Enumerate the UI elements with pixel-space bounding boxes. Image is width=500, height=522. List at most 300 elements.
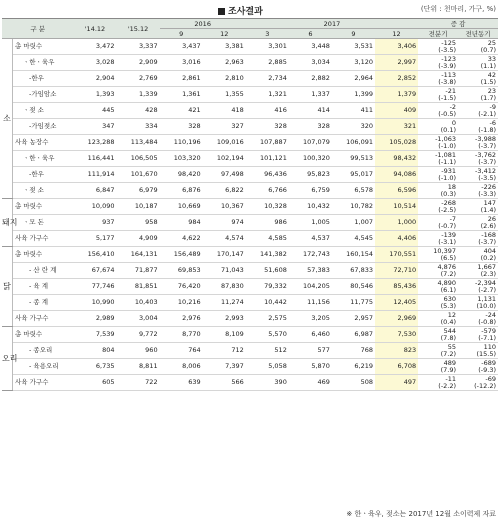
table-row <box>2 231 498 247</box>
row-label: 사육 농장수 <box>13 135 74 151</box>
unit-note: (단위 : 천마리, 가구, %) <box>420 5 496 13</box>
value-cell: 95,823 <box>289 167 332 183</box>
change-value: -9 <box>489 102 496 111</box>
change-cell <box>458 55 498 71</box>
change-value: 18 <box>447 182 457 191</box>
value-cell: 2,964 <box>332 71 375 87</box>
change-percent: (-1.0) <box>438 173 457 182</box>
change-cell <box>418 199 458 215</box>
change-value: 4,876 <box>437 262 457 271</box>
value-cell: 98,432 <box>375 151 418 167</box>
value-cell: 1,355 <box>203 87 246 103</box>
change-percent: (7.9) <box>440 365 457 374</box>
square-bullet-icon <box>218 8 225 15</box>
change-cell <box>418 247 458 263</box>
value-cell: 4,574 <box>203 231 246 247</box>
value-cell: 4,537 <box>289 231 332 247</box>
change-cell <box>418 215 458 231</box>
row-label: ㆍ모 돈 <box>13 215 74 231</box>
value-cell: 97,498 <box>203 167 246 183</box>
value-cell: 2,769 <box>117 71 160 87</box>
value-cell: 2,976 <box>160 311 203 327</box>
value-cell: 5,177 <box>73 231 116 247</box>
value-cell: 3,437 <box>160 39 203 55</box>
value-cell: 958 <box>117 215 160 231</box>
change-cell <box>418 167 458 183</box>
value-cell: 321 <box>375 119 418 135</box>
change-percent: (6.5) <box>440 253 457 262</box>
value-cell: 512 <box>246 343 289 359</box>
change-cell <box>458 279 498 295</box>
change-percent: (-7.1) <box>478 333 496 342</box>
change-percent: (10.0) <box>476 301 496 310</box>
value-cell: 3,016 <box>160 55 203 71</box>
value-cell: 10,514 <box>375 199 418 215</box>
change-cell <box>458 295 498 311</box>
row-label: -한우 <box>13 71 74 87</box>
row-label: 총 마릿수 <box>13 39 74 55</box>
change-value: 630 <box>443 294 457 303</box>
change-value: -11 <box>445 374 457 383</box>
header-2016-12: 12 <box>203 29 246 39</box>
row-label: ㆍ한ㆍ육우 <box>13 55 74 71</box>
value-cell: 103,320 <box>160 151 203 167</box>
value-cell: 3,406 <box>375 39 418 55</box>
value-cell: 4,545 <box>332 231 375 247</box>
change-percent: (2.3) <box>480 269 496 278</box>
value-cell: 156,410 <box>73 247 116 263</box>
value-cell: 409 <box>375 103 418 119</box>
change-value: -125 <box>441 38 457 47</box>
value-cell: 3,120 <box>332 55 375 71</box>
value-cell: 100,320 <box>289 151 332 167</box>
row-label: -가임젖소 <box>13 119 74 135</box>
value-cell: 5,870 <box>289 359 332 375</box>
table-row <box>2 199 498 215</box>
value-cell: 106,505 <box>117 151 160 167</box>
value-cell: 4,909 <box>117 231 160 247</box>
value-cell: 80,546 <box>332 279 375 295</box>
value-cell: 156,489 <box>160 247 203 263</box>
value-cell: 123,288 <box>73 135 116 151</box>
change-percent: (-3.3) <box>478 189 496 198</box>
change-percent: (-3.7) <box>478 237 496 246</box>
change-percent: (7.2) <box>440 349 457 358</box>
change-cell <box>458 263 498 279</box>
change-percent: (-1.5) <box>438 93 457 102</box>
value-cell: 2,904 <box>73 71 116 87</box>
change-value: -139 <box>441 230 457 239</box>
value-cell: 110,196 <box>160 135 203 151</box>
change-percent: (-0.5) <box>438 109 457 118</box>
value-cell: 6,219 <box>332 359 375 375</box>
change-cell <box>458 311 498 327</box>
value-cell: 109,016 <box>203 135 246 151</box>
value-cell: 2,885 <box>246 55 289 71</box>
value-cell: 3,381 <box>203 39 246 55</box>
change-value: 55 <box>447 342 457 351</box>
value-cell: 4,585 <box>246 231 289 247</box>
value-cell: 1,000 <box>375 215 418 231</box>
change-cell <box>458 87 498 103</box>
change-percent: (-3.1) <box>438 237 457 246</box>
change-cell <box>458 359 498 375</box>
livestock-table <box>2 18 498 391</box>
table-row <box>2 295 498 311</box>
change-value: -1,063 <box>435 134 457 143</box>
table-row <box>2 55 498 71</box>
value-cell: 10,990 <box>73 295 116 311</box>
value-cell: 497 <box>375 375 418 391</box>
change-percent: (-2.1) <box>478 109 496 118</box>
change-value: -2,394 <box>475 278 496 287</box>
value-cell: 2,963 <box>203 55 246 71</box>
change-percent: (-3.9) <box>438 61 457 70</box>
value-cell: 10,403 <box>117 295 160 311</box>
value-cell: 3,472 <box>73 39 116 55</box>
value-cell: 445 <box>73 103 116 119</box>
value-cell: 51,608 <box>246 263 289 279</box>
value-cell: 160,154 <box>332 247 375 263</box>
value-cell: 10,669 <box>160 199 203 215</box>
table-row <box>2 135 498 151</box>
table-row <box>2 311 498 327</box>
value-cell: 577 <box>289 343 332 359</box>
change-cell <box>418 119 458 135</box>
header-2016: 2016 <box>160 19 246 29</box>
header-1412: '14.12 <box>73 19 116 39</box>
change-value: 26 <box>487 214 496 223</box>
table-row <box>2 375 498 391</box>
value-cell: 106,091 <box>332 135 375 151</box>
value-cell: 6,708 <box>375 359 418 375</box>
change-percent: (7.2) <box>440 269 457 278</box>
row-label: -한우 <box>13 167 74 183</box>
header-section: 구 분 <box>2 19 73 39</box>
change-percent: (7.8) <box>440 333 457 342</box>
table-row <box>2 327 498 343</box>
change-cell <box>418 279 458 295</box>
change-percent: (0.4) <box>440 317 457 326</box>
change-cell <box>418 183 458 199</box>
value-cell: 3,004 <box>117 311 160 327</box>
value-cell: 9,772 <box>117 327 160 343</box>
value-cell: 81,851 <box>117 279 160 295</box>
value-cell: 1,339 <box>117 87 160 103</box>
change-percent: (-9.3) <box>478 365 496 374</box>
change-value: -21 <box>445 86 457 95</box>
value-cell: 2,997 <box>375 55 418 71</box>
value-cell: 11,156 <box>289 295 332 311</box>
change-percent: (1.1) <box>480 61 496 70</box>
change-cell <box>458 215 498 231</box>
table-row <box>2 279 498 295</box>
change-percent: (0.3) <box>440 189 457 198</box>
value-cell: 712 <box>203 343 246 359</box>
change-percent: (-1.8) <box>478 125 496 134</box>
value-cell: 639 <box>160 375 203 391</box>
value-cell: 768 <box>332 343 375 359</box>
value-cell: 85,436 <box>375 279 418 295</box>
value-cell: 986 <box>246 215 289 231</box>
value-cell: 1,005 <box>289 215 332 231</box>
change-percent: (0.7) <box>480 45 496 54</box>
value-cell: 6,596 <box>375 183 418 199</box>
value-cell: 328 <box>160 119 203 135</box>
value-cell: 10,216 <box>160 295 203 311</box>
value-cell: 3,337 <box>117 39 160 55</box>
value-cell: 6,979 <box>117 183 160 199</box>
change-cell <box>458 231 498 247</box>
header-1512: '15.12 <box>117 19 160 39</box>
change-percent: (1.5) <box>480 77 496 86</box>
change-value: -3,762 <box>475 150 496 159</box>
value-cell: 6,987 <box>332 327 375 343</box>
value-cell: 3,448 <box>289 39 332 55</box>
value-cell: 2,969 <box>375 311 418 327</box>
value-cell: 57,383 <box>289 263 332 279</box>
value-cell: 6,735 <box>73 359 116 375</box>
value-cell: 416 <box>246 103 289 119</box>
change-percent: (2.6) <box>480 221 496 230</box>
change-value: -1,081 <box>435 150 457 159</box>
change-cell <box>418 295 458 311</box>
change-percent: (0.1) <box>440 125 457 134</box>
change-value: -123 <box>441 54 457 63</box>
change-percent: (0.2) <box>480 253 496 262</box>
value-cell: 94,086 <box>375 167 418 183</box>
value-cell: 71,043 <box>203 263 246 279</box>
row-label: 사육 가구수 <box>13 375 74 391</box>
row-label: 사육 가구수 <box>13 231 74 247</box>
row-label: 총 마릿수 <box>13 247 74 263</box>
row-label: ㆍ젖 소 <box>13 103 74 119</box>
change-cell <box>418 87 458 103</box>
change-percent: (-1.0) <box>438 141 457 150</box>
change-percent: (-1.1) <box>438 157 457 166</box>
table-row <box>2 71 498 87</box>
value-cell: 8,006 <box>160 359 203 375</box>
value-cell: 2,909 <box>117 55 160 71</box>
value-cell: 7,539 <box>73 327 116 343</box>
change-percent: (-2.5) <box>438 205 457 214</box>
value-cell: 87,830 <box>203 279 246 295</box>
value-cell: 2,882 <box>289 71 332 87</box>
table-row <box>2 215 498 231</box>
row-label: - 육 계 <box>13 279 74 295</box>
change-value: -69 <box>485 374 496 383</box>
value-cell: 10,090 <box>73 199 116 215</box>
value-cell: 605 <box>73 375 116 391</box>
change-value: 23 <box>487 86 496 95</box>
value-cell: 6,578 <box>332 183 375 199</box>
change-percent: (-3.7) <box>478 141 496 150</box>
value-cell: 414 <box>289 103 332 119</box>
value-cell: 3,205 <box>289 311 332 327</box>
value-cell: 6,847 <box>73 183 116 199</box>
value-cell: 72,710 <box>375 263 418 279</box>
change-value: 10,397 <box>433 246 457 255</box>
table-row <box>2 263 498 279</box>
change-value: 4,890 <box>437 278 457 287</box>
change-percent: (1.4) <box>480 205 496 214</box>
value-cell: 96,436 <box>246 167 289 183</box>
value-cell: 974 <box>203 215 246 231</box>
row-label: -가임암소 <box>13 87 74 103</box>
row-label: 총 마릿수 <box>13 327 74 343</box>
value-cell: 10,367 <box>203 199 246 215</box>
value-cell: 170,147 <box>203 247 246 263</box>
value-cell: 334 <box>117 119 160 135</box>
value-cell: 3,034 <box>289 55 332 71</box>
change-value: 489 <box>443 358 457 367</box>
change-cell <box>458 167 498 183</box>
change-value: 42 <box>487 70 496 79</box>
section-label: 오리 <box>2 327 13 391</box>
value-cell: 164,131 <box>117 247 160 263</box>
change-value: -689 <box>481 358 496 367</box>
change-value: 404 <box>483 246 496 255</box>
value-cell: 116,441 <box>73 151 116 167</box>
change-value: 25 <box>487 38 496 47</box>
value-cell: 4,622 <box>160 231 203 247</box>
change-cell <box>458 39 498 55</box>
change-cell <box>458 343 498 359</box>
value-cell: 102,194 <box>203 151 246 167</box>
value-cell: 804 <box>73 343 116 359</box>
section-label: 소 <box>2 39 13 199</box>
value-cell: 411 <box>332 103 375 119</box>
change-percent: (-12.2) <box>474 381 496 390</box>
table-row <box>2 87 498 103</box>
value-cell: 6,876 <box>160 183 203 199</box>
change-percent: (-2.2) <box>438 381 457 390</box>
row-label: - 종 계 <box>13 295 74 311</box>
value-cell: 2,957 <box>332 311 375 327</box>
change-cell <box>458 247 498 263</box>
value-cell: 327 <box>203 119 246 135</box>
value-cell: 960 <box>117 343 160 359</box>
value-cell: 172,743 <box>289 247 332 263</box>
header-2017-6: 6 <box>289 29 332 39</box>
change-value: 544 <box>443 326 457 335</box>
footnote: ※ 한ㆍ육우, 젖소는 2017년 12월 소이력제 자료 <box>346 510 496 518</box>
value-cell: 111,914 <box>73 167 116 183</box>
value-cell: 2,993 <box>203 311 246 327</box>
change-percent: (5.3) <box>440 301 457 310</box>
table-row <box>2 39 498 55</box>
value-cell: 347 <box>73 119 116 135</box>
value-cell: 67,674 <box>73 263 116 279</box>
row-label: ㆍ젖 소 <box>13 183 74 199</box>
value-cell: 2,575 <box>246 311 289 327</box>
value-cell: 170,551 <box>375 247 418 263</box>
header-change: 증 감 <box>418 19 498 29</box>
value-cell: 1,321 <box>246 87 289 103</box>
value-cell: 8,109 <box>203 327 246 343</box>
value-cell: 984 <box>160 215 203 231</box>
value-cell: 98,420 <box>160 167 203 183</box>
value-cell: 10,442 <box>246 295 289 311</box>
value-cell: 1,393 <box>73 87 116 103</box>
change-value: -579 <box>481 326 496 335</box>
value-cell: 104,205 <box>289 279 332 295</box>
row-label: ㆍ한ㆍ육우 <box>13 151 74 167</box>
value-cell: 8,811 <box>117 359 160 375</box>
section-label: 닭 <box>2 247 13 327</box>
change-percent: (-3.5) <box>438 45 457 54</box>
change-cell <box>418 311 458 327</box>
change-cell <box>458 183 498 199</box>
row-label: - 산 란 계 <box>13 263 74 279</box>
header-2017-12: 12 <box>375 29 418 39</box>
value-cell: 6,460 <box>289 327 332 343</box>
change-value: 12 <box>447 310 457 319</box>
value-cell: 2,852 <box>375 71 418 87</box>
row-label: 총 마릿수 <box>13 199 74 215</box>
change-percent: (-0.7) <box>438 221 457 230</box>
value-cell: 421 <box>160 103 203 119</box>
value-cell: 1,337 <box>289 87 332 103</box>
value-cell: 105,028 <box>375 135 418 151</box>
title-text: 조사결과 <box>228 7 263 17</box>
value-cell: 99,513 <box>332 151 375 167</box>
value-cell: 2,989 <box>73 311 116 327</box>
change-value: -24 <box>485 310 496 319</box>
value-cell: 764 <box>160 343 203 359</box>
value-cell: 107,887 <box>246 135 289 151</box>
table-row <box>2 247 498 263</box>
change-value: 110 <box>483 342 496 351</box>
change-cell <box>458 71 498 87</box>
value-cell: 10,432 <box>289 199 332 215</box>
value-cell: 10,782 <box>332 199 375 215</box>
table-row <box>2 151 498 167</box>
value-cell: 722 <box>117 375 160 391</box>
change-cell <box>418 263 458 279</box>
value-cell: 823 <box>375 343 418 359</box>
change-percent: (-3.5) <box>478 173 496 182</box>
value-cell: 428 <box>117 103 160 119</box>
value-cell: 11,274 <box>203 295 246 311</box>
change-cell <box>418 71 458 87</box>
value-cell: 508 <box>332 375 375 391</box>
change-value: -6 <box>489 118 496 127</box>
change-cell <box>458 151 498 167</box>
value-cell: 141,382 <box>246 247 289 263</box>
header-2017: 2017 <box>246 19 418 29</box>
value-cell: 328 <box>289 119 332 135</box>
row-label: - 종오리 <box>13 343 74 359</box>
change-cell <box>418 135 458 151</box>
document-title <box>218 4 263 17</box>
value-cell: 11,775 <box>332 295 375 311</box>
change-cell <box>418 231 458 247</box>
value-cell: 2,861 <box>160 71 203 87</box>
change-value: -3,988 <box>475 134 496 143</box>
change-value: -226 <box>481 182 496 191</box>
value-cell: 6,822 <box>203 183 246 199</box>
value-cell: 5,570 <box>246 327 289 343</box>
value-cell: 71,877 <box>117 263 160 279</box>
change-percent: (-0.8) <box>478 317 496 326</box>
change-value: -7 <box>449 214 457 223</box>
value-cell: 3,531 <box>332 39 375 55</box>
value-cell: 3,301 <box>246 39 289 55</box>
table-row <box>2 167 498 183</box>
row-label: - 육용오리 <box>13 359 74 375</box>
value-cell: 6,759 <box>289 183 332 199</box>
